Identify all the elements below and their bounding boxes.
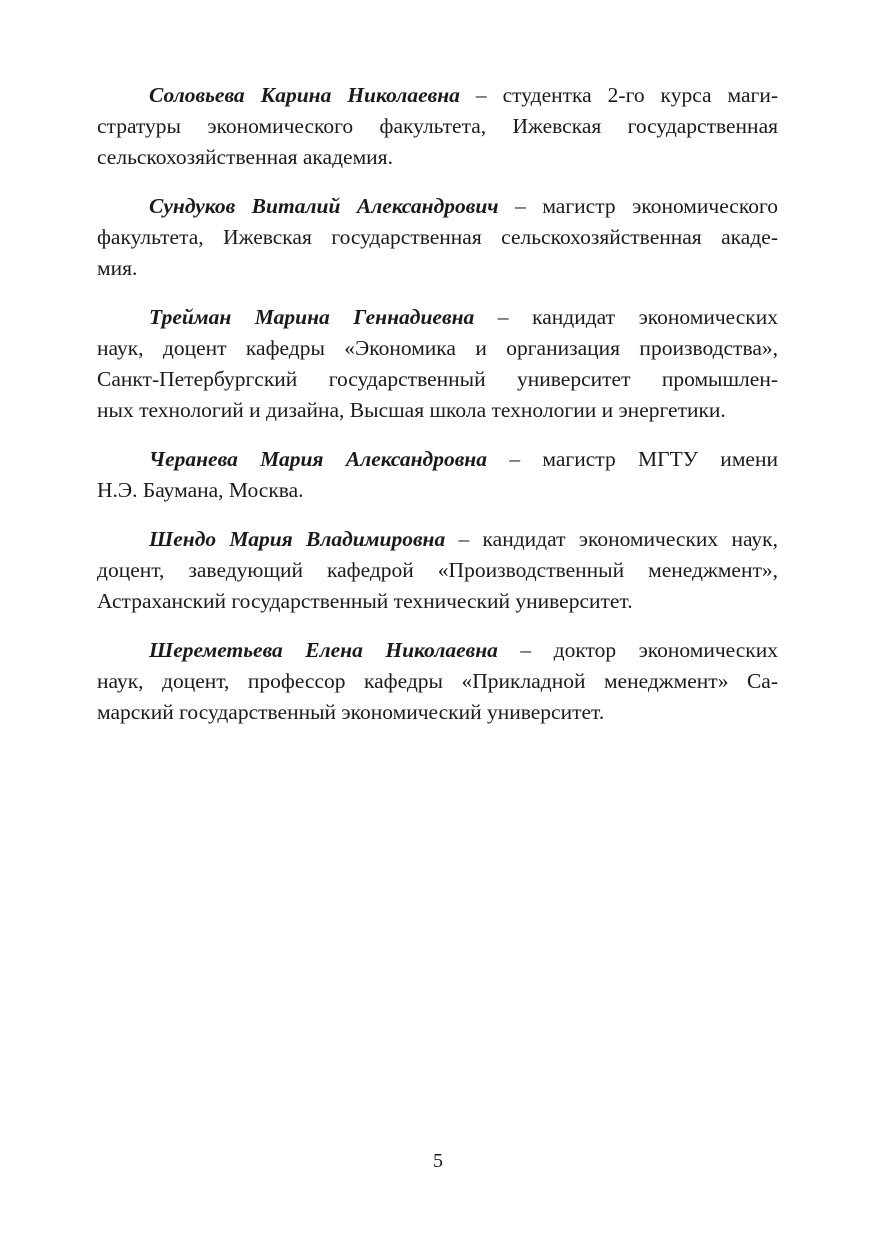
author-description: – магистр МГТУ имени <box>486 447 778 471</box>
author-name: Шендо Мария Владимировна <box>149 527 446 551</box>
author-name: Соловьева Карина Николаевна <box>149 83 460 107</box>
entry-first-line <box>97 444 778 475</box>
author-name: Черанева Мария Александровна <box>149 447 487 471</box>
author-description: – кандидат экономических <box>474 305 778 329</box>
entry-first-line <box>97 635 778 666</box>
author-entry <box>97 191 778 284</box>
author-name: Сундуков Виталий Александрович <box>149 194 499 218</box>
entry-line: мия. <box>97 256 138 280</box>
entry-line: Н.Э. Баумана, Москва. <box>97 478 304 502</box>
entry-first-line <box>97 524 778 555</box>
author-name: Трейман Марина Геннадиевна <box>149 305 475 329</box>
author-description: – кандидат экономических наук, <box>445 527 778 551</box>
entry-line: сельскохозяйственная академия. <box>97 145 393 169</box>
author-entry <box>97 635 778 728</box>
entry-first-line <box>97 80 778 111</box>
entry-line: ных технологий и дизайна, Высшая школа технологии и энергетики. <box>97 398 726 422</box>
entry-first-line <box>97 191 778 222</box>
entry-line: наук, доцент, профессор кафедры «Прикладной менеджмент» Са- <box>97 669 778 693</box>
author-description: – студентка 2-го курса маги- <box>459 83 778 107</box>
entry-line: Санкт-Петербургский государственный университет промышлен- <box>97 367 778 391</box>
entry-line: марский государственный экономический университет. <box>97 700 605 724</box>
entry-line: факультета, Ижевская государственная сельскохозяйственная акаде- <box>97 225 778 249</box>
author-entry <box>97 80 778 173</box>
author-entry <box>97 524 778 617</box>
author-description: – магистр экономического <box>498 194 778 218</box>
entry-line: наук, доцент кафедры «Экономика и организация производства», <box>97 336 778 360</box>
entry-first-line <box>97 302 778 333</box>
author-description: – доктор экономических <box>497 638 778 662</box>
entry-line: Астраханский государственный технический университет. <box>97 589 633 613</box>
entry-line: стратуры экономического факультета, Ижевская государственная <box>97 114 778 138</box>
author-name: Шереметьева Елена Николаевна <box>149 638 498 662</box>
entry-line: доцент, заведующий кафедрой «Производственный менеджмент», <box>97 558 778 582</box>
author-list <box>97 80 778 746</box>
author-entry <box>97 302 778 426</box>
author-entry <box>97 444 778 506</box>
page-number: 5 <box>433 1150 443 1172</box>
